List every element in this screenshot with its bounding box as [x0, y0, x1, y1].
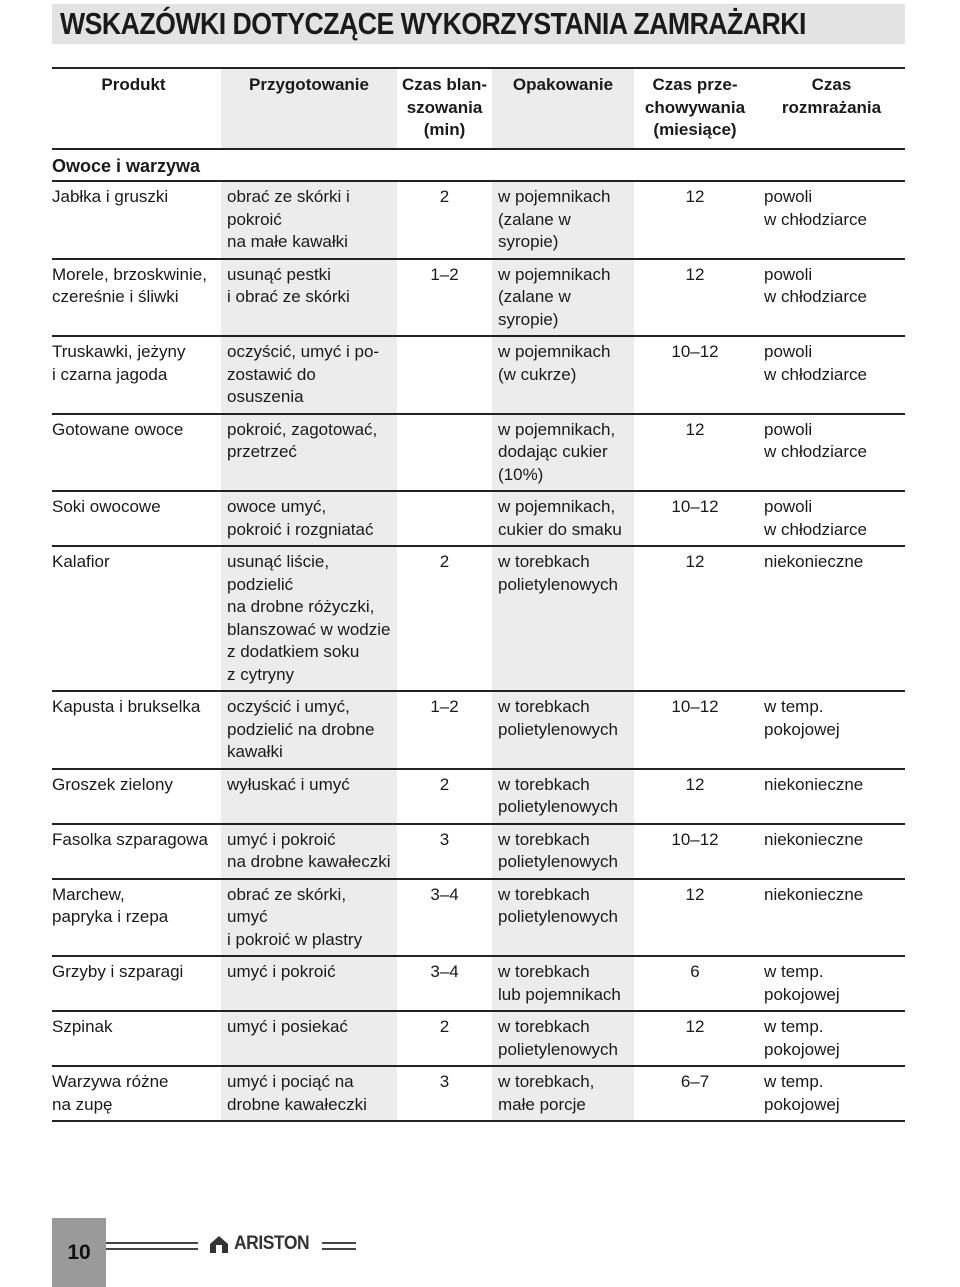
cell-blanching-time: 2 [439, 1017, 450, 1036]
cell-storage-time: 12 [685, 774, 705, 794]
cell-thawing-time: w temp. pokojowej [764, 1017, 840, 1059]
table-row [52, 546, 905, 691]
cell-product: Truskawki, jeżyny i czarna jagoda [52, 342, 186, 384]
cell-storage-time: 6–7 [680, 1072, 710, 1091]
cell-product: Warzywa różne na zupę [52, 1072, 169, 1114]
cell-preparation: umyć i pociąć na drobne kawałeczki [221, 1066, 397, 1121]
table-row [52, 879, 905, 957]
title-bar [52, 4, 905, 44]
cell-packaging: w torebkach, małe porcje [492, 1066, 634, 1121]
table-row [52, 491, 905, 546]
cell-thawing-time: powoli w chłodziarce [764, 264, 867, 306]
cell-preparation: obrać ze skórki, umyć i pokroić w plastry [221, 879, 397, 957]
table-body [52, 149, 905, 1122]
cell-packaging: w pojemnikach, cukier do smaku [492, 491, 634, 546]
cell-product: Gotowane owoce [52, 419, 184, 439]
cell-preparation: wyłuskać i umyć [221, 769, 397, 824]
cell-blanching-time: 3 [439, 1072, 450, 1091]
cell-packaging: w pojemnikach, dodając cukier (10%) [492, 414, 634, 492]
cell-product: Jabłka i gruszki [52, 187, 169, 206]
footer-rule-right-top [322, 1242, 356, 1244]
cell-packaging: w torebkach polietylenowych [492, 546, 634, 691]
header-storage-time: Czas prze- chowywania (miesiące) [644, 75, 746, 139]
footer-rule-left-top [106, 1242, 198, 1244]
brand-name: ARISTON [234, 1233, 310, 1254]
cell-blanching-time [397, 491, 492, 546]
header-thawing-time: Czas rozmrażania [781, 75, 882, 117]
cell-product: Kalafior [52, 552, 110, 571]
table-row [52, 1011, 905, 1066]
cell-preparation: usunąć liście, podzielić na drobne różyczki, blanszować w wodzie z dodatkiem soku z cytryny [221, 546, 397, 691]
cell-thawing-time: w temp. pokojowej [764, 697, 840, 739]
cell-blanching-time: 2 [439, 552, 450, 571]
cell-thawing-time: w temp. pokojowej [764, 1072, 840, 1114]
cell-product: Marchew, papryka i rzepa [52, 884, 169, 926]
cell-blanching-time: 3 [439, 829, 450, 849]
cell-product: Morele, brzoskwinie, czereśnie i śliwki [52, 264, 207, 306]
cell-product: Fasolka szparagowa [52, 829, 208, 849]
header-blanching-time: Czas blan- szowania (min) [401, 75, 488, 139]
header-row [52, 68, 905, 149]
table-row [52, 769, 905, 824]
cell-thawing-time: niekonieczne [764, 552, 864, 571]
table-row [52, 181, 905, 259]
section-row [52, 149, 905, 182]
table-header [52, 68, 905, 149]
cell-product: Soki owocowe [52, 497, 161, 516]
cell-product: Groszek zielony [52, 774, 173, 794]
cell-packaging: w torebkach lub pojemnikach [492, 956, 634, 1011]
cell-packaging: w torebkach polietylenowych [492, 879, 634, 957]
table-row [52, 824, 905, 879]
cell-packaging: w pojemnikach (zalane w syropie) [492, 259, 634, 337]
cell-thawing-time: w temp. pokojowej [764, 962, 840, 1004]
cell-blanching-time: 2 [439, 774, 450, 794]
cell-product: Kapusta i brukselka [52, 697, 201, 716]
freezer-guide-table [52, 67, 905, 1122]
table-row [52, 956, 905, 1011]
cell-packaging: w torebkach polietylenowych [492, 824, 634, 879]
page-number: 10 [52, 1218, 106, 1287]
cell-storage-time: 10–12 [671, 697, 719, 716]
cell-product: Grzyby i szparagi [52, 962, 184, 981]
table-row [52, 414, 905, 492]
cell-storage-time: 10–12 [671, 829, 719, 849]
cell-packaging: w pojemnikach (w cukrze) [492, 336, 634, 414]
cell-preparation: umyć i pokroić na drobne kawałeczki [221, 824, 397, 879]
cell-storage-time: 10–12 [671, 497, 719, 516]
freezer-guide-table-wrap [52, 67, 905, 1122]
page-title: WSKAZÓWKI DOTYCZĄCE WYKORZYSTANIA ZAMRAŻARKI [60, 6, 806, 41]
cell-thawing-time: niekonieczne [764, 774, 864, 794]
cell-blanching-time: 3–4 [430, 884, 459, 904]
cell-product: Szpinak [52, 1017, 113, 1036]
cell-storage-time: 10–12 [671, 342, 719, 361]
cell-preparation: pokroić, zagotować, przetrzeć [221, 414, 397, 492]
table-row [52, 691, 905, 769]
cell-thawing-time: niekonieczne [764, 829, 864, 849]
table-row [52, 336, 905, 414]
cell-preparation: owoce umyć, pokroić i rozgniatać [221, 491, 397, 546]
cell-thawing-time: powoli w chłodziarce [764, 187, 867, 229]
cell-packaging: w torebkach polietylenowych [492, 769, 634, 824]
cell-blanching-time: 2 [439, 187, 450, 206]
footer-rule-left-bottom [106, 1248, 198, 1250]
cell-storage-time: 12 [685, 884, 705, 904]
cell-thawing-time: powoli w chłodziarce [764, 497, 867, 539]
cell-preparation: oczyścić i umyć, podzielić na drobne kawałki [221, 691, 397, 769]
cell-preparation: usunąć pestki i obrać ze skórki [221, 259, 397, 337]
table-row [52, 1066, 905, 1121]
cell-blanching-time: 1–2 [430, 697, 459, 716]
footer-rule-right-bottom [322, 1248, 356, 1250]
ariston-house-logo-icon [208, 1234, 230, 1254]
cell-storage-time: 12 [685, 552, 705, 571]
cell-thawing-time: powoli w chłodziarce [764, 419, 867, 461]
cell-storage-time: 12 [685, 187, 705, 206]
cell-storage-time: 12 [685, 264, 705, 284]
cell-preparation: obrać ze skórki i pokroić na małe kawałki [221, 181, 397, 259]
cell-blanching-time: 3–4 [430, 962, 459, 981]
cell-packaging: w torebkach polietylenowych [492, 691, 634, 769]
cell-storage-time: 12 [685, 419, 705, 439]
cell-thawing-time: powoli w chłodziarce [764, 342, 867, 384]
cell-preparation: oczyścić, umyć i po- zostawić do osuszenia [221, 336, 397, 414]
header-product: Produkt [101, 75, 166, 94]
table-row [52, 259, 905, 337]
cell-storage-time: 6 [690, 962, 700, 981]
cell-blanching-time [397, 414, 492, 492]
cell-thawing-time: niekonieczne [764, 884, 864, 904]
cell-blanching-time [397, 336, 492, 414]
section-title: Owoce i warzywa [52, 149, 905, 182]
cell-blanching-time: 1–2 [430, 264, 459, 284]
cell-preparation: umyć i posiekać [221, 1011, 397, 1066]
brand-logo [208, 1232, 316, 1256]
cell-packaging: w torebkach polietylenowych [492, 1011, 634, 1066]
cell-storage-time: 12 [685, 1017, 705, 1036]
header-preparation: Przygotowanie [221, 68, 397, 149]
cell-preparation: umyć i pokroić [221, 956, 397, 1011]
cell-packaging: w pojemnikach (zalane w syropie) [492, 181, 634, 259]
header-packaging: Opakowanie [492, 68, 634, 149]
